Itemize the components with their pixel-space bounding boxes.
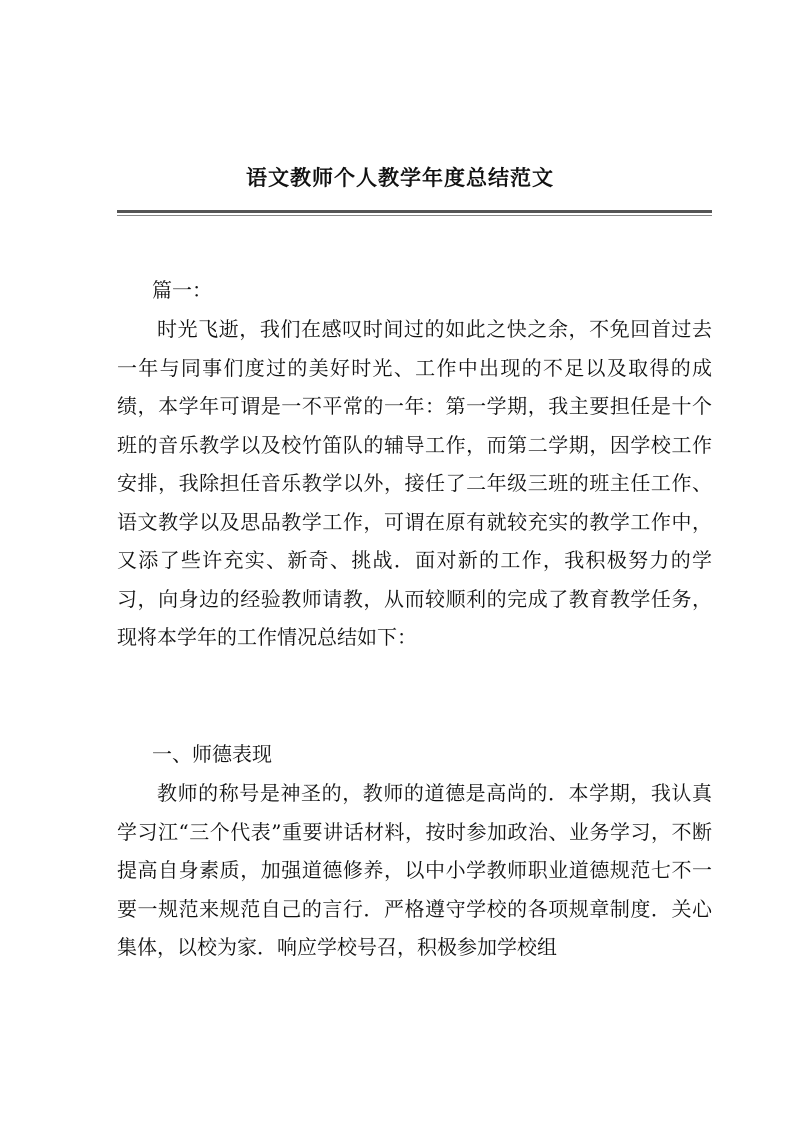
section-label: 篇一： [152, 278, 212, 302]
paragraph-1: 教师的称号是神圣的，教师的道德是高尚的．本学期，我认真学习江“三个代表”重要讲话材料，按时参加政治、业务学习，不断提高自身素质，加强道德修养，以中小学教师职业道德规范七不一要一规范来规范自己的言行．严格遵守学校的各项规章制度．关心集体，以校为家．响应学校号召，积极参加学校组 [117, 781, 712, 959]
title-rule-thin [117, 215, 712, 216]
intro-paragraph-block [117, 310, 712, 657]
section-heading-1: 一、师德表现 [152, 742, 272, 766]
title-rule [117, 210, 712, 213]
paragraph-1-block [117, 774, 712, 967]
intro-paragraph: 时光飞逝，我们在感叹时间过的如此之快之余，不免回首过去一年与同事们度过的美好时光、工作中出现的不足以及取得的成绩，本学年可谓是一不平常的一年：第一学期，我主要担任是十个班的音乐教学以及校竹笛队的辅导工作，而第二学期，因学校工作安排，我除担任音乐教学以外，接任了二年级三班的班主任工作、语文教学以及思品教学工作，可谓在原有就较充实的教学工作中，又添了些许充实、新奇、挑战．面对新的工作，我积极努力的学习，向身边的经验教师请教，从而较顺利的完成了教育教学任务，现将本学年的工作情况总结如下： [117, 317, 712, 649]
document-title: 语文教师个人教学年度总结范文 [246, 165, 554, 190]
